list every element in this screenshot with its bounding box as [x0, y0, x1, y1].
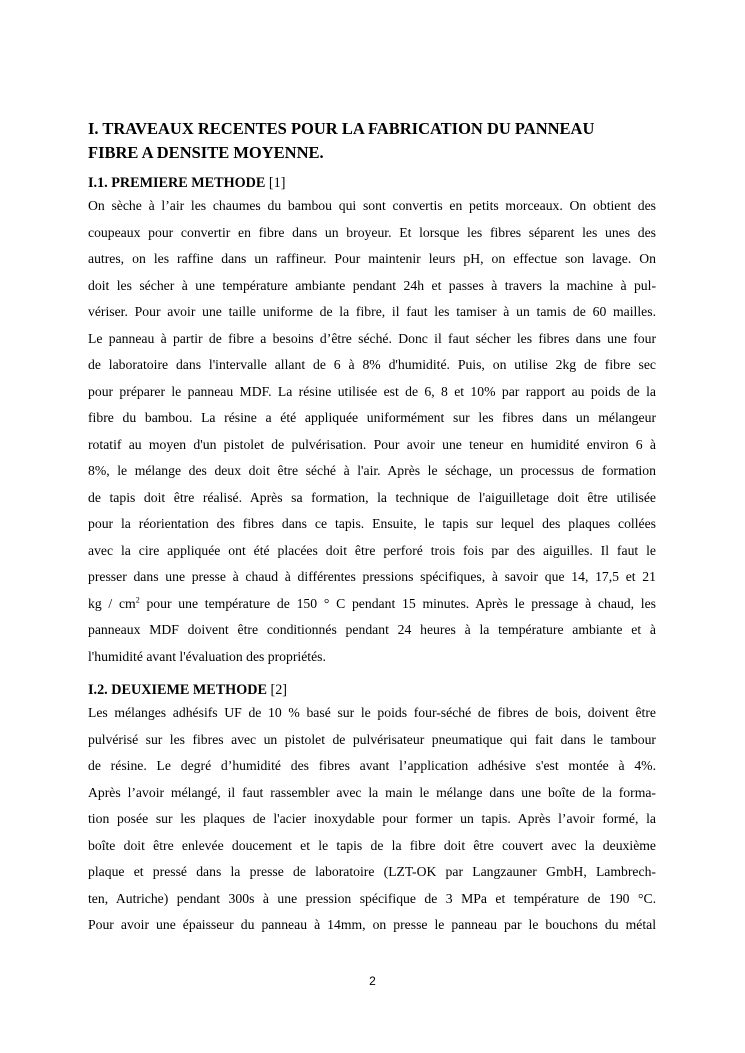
document-title — [88, 117, 656, 165]
section-2-reference: [2] — [270, 682, 288, 698]
paragraph-line: 8%, le mélange des deux doit être séché à l'air. Après le séchage, un processus de formation — [88, 463, 656, 478]
section-2-heading — [88, 680, 656, 700]
paragraph-line: pulvérisé sur les fibres avec un pistolet de pulvérisateur pneumatique qui fait dans le tambour — [88, 731, 656, 747]
section-1-reference: [1] — [268, 175, 286, 191]
paragraph-line-with-unit — [88, 591, 656, 618]
unit-superscript: 2 — [135, 594, 140, 604]
paragraph-line: de laboratoire dans l'intervalle allant de 6 à 8% d'humidité. Puis, on utilise 2kg de fibre sec — [88, 357, 656, 372]
paragraph-line: Le panneau à partir de fibre a besoins d’être séché. Donc il faut sécher les fibres dans une four — [88, 330, 656, 346]
paragraph-line: boîte doit être enlevée doucement et le tapis de la fibre doit être couvert avec la deuxième — [88, 837, 656, 853]
section-1-heading — [88, 173, 656, 193]
unit-text: kg / cm — [88, 595, 136, 611]
section-2-paragraph — [88, 700, 656, 939]
paragraph-line: rotatif au moyen d'un pistolet de pulvérisation. Pour avoir une teneur en humidité environ 6 à — [88, 436, 656, 452]
paragraph-line: vériser. Pour avoir une taille uniforme de la fibre, il faut les tamiser à un tamis de 60 mailles. — [88, 304, 656, 319]
page-number: 2 — [369, 974, 376, 988]
paragraph-line: doit les sécher à une température ambiante pendant 24h et passes à travers la machine à pul- — [88, 277, 656, 293]
section-2-title: I.2. DEUXIEME METHODE — [88, 682, 267, 698]
section-1-title: I.1. PREMIERE METHODE — [88, 175, 266, 191]
paragraph-line: presser dans une presse à chaud à différentes pressions spécifiques, à savoir que 14, 17,5 et 21 — [88, 569, 656, 584]
paragraph-line: panneaux MDF doivent être conditionnés pendant 24 heures à la température ambiante et à — [88, 622, 656, 637]
paragraph-line: Après l’avoir mélangé, il faut rassembler avec la main le mélange dans une boîte de la forma- — [88, 784, 656, 800]
paragraph-line: pour préparer le panneau MDF. La résine utilisée est de 6, 8 et 10% par rapport au poids de la — [88, 383, 656, 399]
paragraph-line: Les mélanges adhésifs UF de 10 % basé sur le poids four-séché de fibres de bois, doivent être — [88, 705, 656, 720]
document-page — [88, 117, 656, 939]
paragraph-line: pour la réorientation des fibres dans ce tapis. Ensuite, le tapis sur lequel des plaques collées — [88, 516, 656, 531]
paragraph-line: ten, Autriche) pendant 300s à une pression spécifique de 3 MPa et température de 190 °C. — [88, 890, 656, 906]
paragraph-line: plaque et pressé dans la presse de laboratoire (LZT-OK par Langzauner GmbH, Lambrech- — [88, 864, 656, 879]
section-1-paragraph — [88, 193, 656, 670]
section-spacer — [88, 670, 656, 680]
paragraph-line: tion posée sur les plaques de l'acier inoxydable pour former un tapis. Après l’avoir formé, la — [88, 811, 656, 826]
paragraph-line: autres, on les raffine dans un raffineur. Pour maintenir leurs pH, on effectue son lavage. On — [88, 251, 656, 266]
paragraph-line: coupeaux pour convertir en fibre dans un broyeur. Et lorsque les fibres séparent les unes des — [88, 224, 656, 240]
paragraph-line: de tapis doit être réalisé. Après sa formation, la technique de l'aiguilletage doit être utilisée — [88, 489, 656, 505]
paragraph-line: fibre du bambou. La résine a été appliquée uniformément sur les fibres dans un mélangeur — [88, 410, 656, 425]
paragraph-line: On sèche à l’air les chaumes du bambou qui sont convertis en petits morceaux. On obtient des — [88, 198, 656, 213]
paragraph-line: de résine. Le degré d’humidité des fibres avant l’application adhésive s'est montée à 4%. — [88, 758, 656, 773]
paragraph-line: Pour avoir une épaisseur du panneau à 14mm, on presse le panneau par le bouchons du métal — [88, 917, 656, 932]
title-line-1: I. TRAVEAUX RECENTES POUR LA FABRICATION DU PANNEAU — [88, 119, 595, 138]
paragraph-line: l'humidité avant l'évaluation des propriétés. — [88, 648, 326, 664]
paragraph-line: avec la cire appliquée ont été placées doit être perforé trois fois par des aiguilles. Il faut le — [88, 542, 656, 558]
title-line-2: FIBRE A DENSITE MOYENNE. — [88, 143, 324, 162]
unit-line-rest: pour une température de 150 ° C pendant 15 minutes. Après le pressage à chaud, les — [139, 595, 656, 611]
